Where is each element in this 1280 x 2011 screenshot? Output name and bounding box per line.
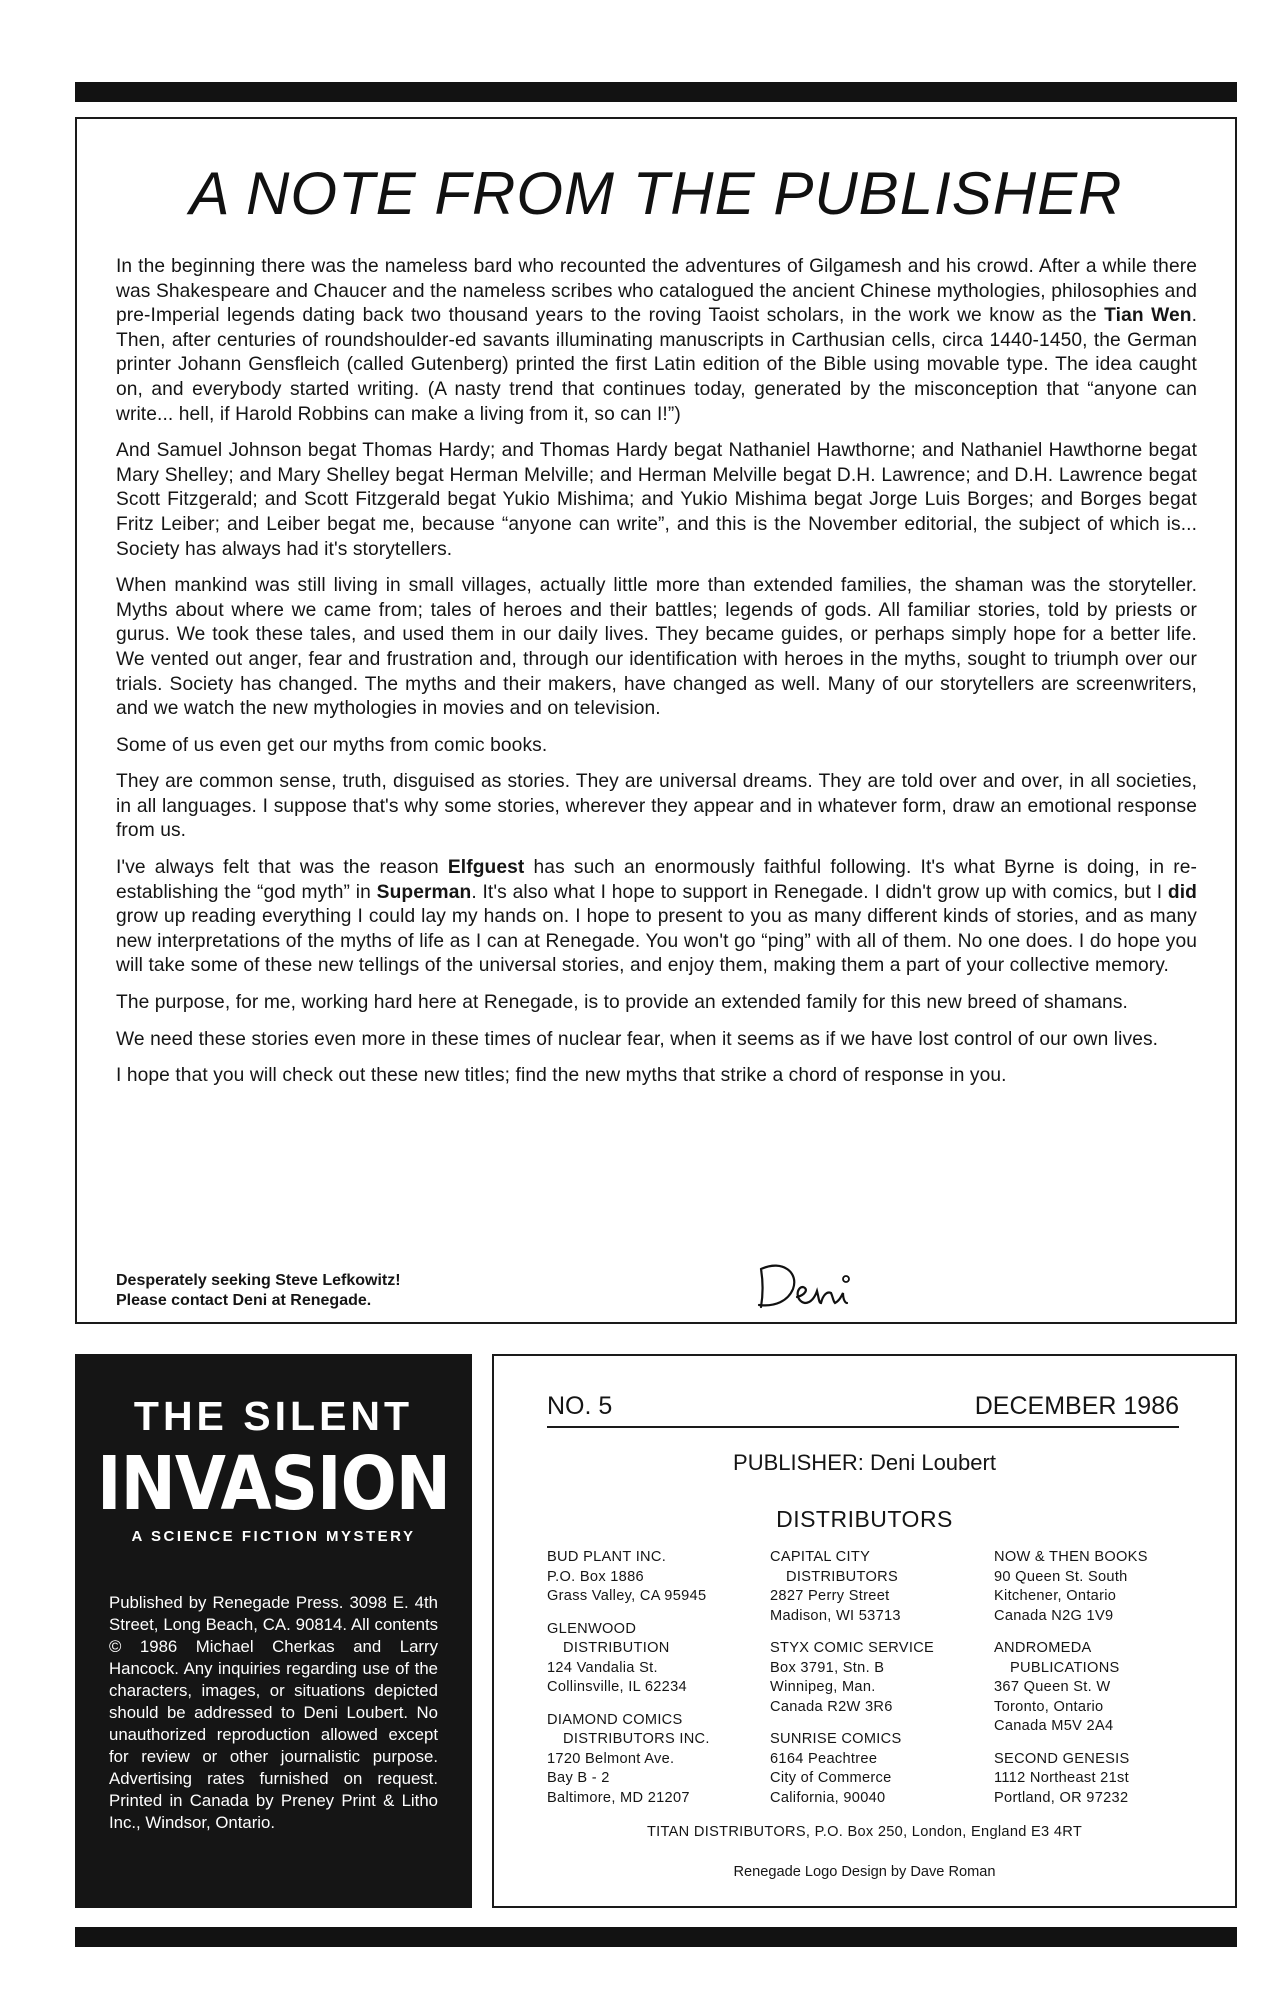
distributor-entry: STYX COMIC SERVICE Box 3791, Stn. B Winnipeg, Man. Canada R2W 3R6 — [770, 1640, 935, 1715]
publisher-credit: PUBLISHER: Deni Loubert — [733, 1450, 996, 1475]
logo-tagline: A SCIENCE FICTION MYSTERY — [131, 1528, 416, 1545]
issue-date: DECEMBER 1986 — [974, 1392, 1179, 1420]
note-paragraph-9: I hope that you will check out these new titles; find the new myths that strike a chord of response in you. — [116, 1065, 1007, 1087]
publisher-note — [75, 117, 1237, 1324]
elfguest-title: Elfguest — [447, 857, 525, 879]
distributor-entry: SECOND GENESIS 1112 Northeast 21st Portland, OR 97232 — [994, 1750, 1130, 1806]
logo-design-credit: Renegade Logo Design by Dave Roman — [733, 1864, 996, 1880]
note-text: . Then, after centuries of roundshoulder-ed savants illuminating manuscripts in Carthusian cells, circa 1440-1450, the German printer Johann Gensfleich (called Gutenberg) printed the first Latin edition of the Bible using movable type. The idea caught on, and everybody started writing. (A nasty trend that continues today, generated by the misconception that “anyone can write... hell, if Harold Robbins can make a living from it, so can I!”) — [116, 305, 1197, 425]
logo-line-invasion: INVASION — [97, 1440, 450, 1528]
silent-invasion-box — [75, 1354, 472, 1908]
tian-wen-title: Tian Wen — [1104, 305, 1192, 327]
issue-divider — [547, 1426, 1179, 1428]
distributors-column-2 — [770, 1548, 934, 1821]
note-paragraph-3: When mankind was still living in small villages, actually little more than extended families, the shaman was the storyteller. Myths about where we came from; tales of heroes and their battles; legends of gods. All familiar stories, told by priests or gurus. We took these tales, and used them in our daily lives. They became guides, or perhaps simply hope for a better life. We vented out anger, fear and frustration and, through our identification with heroes in the myths, sought to triumph over our trials. Society has changed. The myths and their makers, have changed as well. Many of our storytellers are screenwriters, and we watch the new mythologies in movies and on television. — [116, 575, 1197, 720]
note-text: . It's also what I hope to support in Renegade. I didn't grow up with comics, but I — [471, 881, 1168, 903]
bottom-rule — [75, 1927, 1237, 1947]
distributor-entry: ANDROMEDA PUBLICATIONS 367 Queen St. W Toronto, Ontario Canada M5V 2A4 — [994, 1640, 1120, 1734]
distributor-entry: SUNRISE COMICS 6164 Peachtree City of Commerce California, 90040 — [770, 1731, 902, 1806]
note-footer-line-1: Desperately seeking Steve Lefkowitz! — [116, 1272, 401, 1289]
note-paragraph-4: Some of us even get our myths from comic books. — [116, 734, 548, 756]
note-text: grow up reading everything I could lay my hands on. I hope to present to you as many different kinds of stories, and as many new interpretations of the myths of life as I can at Renegade. You won't go “ping” with all of them. No one does. I do hope you will take some of these new tellings of the universal stories, and enjoy them, making them a part of your collective memory. — [116, 906, 1197, 977]
note-text: has such an enormously faithful following. It's what Byrne is doing, in re-establishing the “god myth” in — [116, 857, 1197, 903]
note-paragraph-8: We need these stories even more in these times of nuclear fear, when it seems as if we have lost control of our own lives. — [116, 1028, 1159, 1050]
note-body — [116, 255, 1197, 1101]
note-paragraph-6 — [116, 856, 1197, 979]
note-paragraph-7: The purpose, for me, working hard here at Renegade, is to provide an extended family for this new breed of shamans. — [116, 992, 1128, 1014]
note-text: I've always felt that was the reason — [116, 857, 448, 879]
logo-line-the-silent: THE SILENT — [133, 1393, 414, 1439]
note-paragraph-5: They are common sense, truth, disguised as stories. They are universal dreams. They are told over and over, in all societies, in all languages. I suppose that's why some stories, wherever they appear and in whatever form, draw an emotional response from us. — [116, 771, 1197, 842]
note-paragraph-2: And Samuel Johnson begat Thomas Hardy; and Thomas Hardy begat Nathaniel Hawthorne; and Nathaniel Hawthorne begat Mary Shelley; and Mary Shelley begat Herman Melville; and Herman Melville begat D.H. Lawrence; and D.H. Lawrence begat Scott Fitzgerald; and Scott Fitzgerald begat Yukio Mishima; and Yukio Mishima begat Jorge Luis Borges; and Borges begat Fritz Leiber; and Leiber begat me, because “anyone can write”, and this is the November editorial, the subject of which is... Society has always had it's storytellers. — [116, 440, 1197, 560]
emphasis-did: did — [1167, 881, 1197, 903]
signature-deni — [753, 1251, 873, 1321]
distributor-entry: BUD PLANT INC. P.O. Box 1886 Grass Valley, CA 95945 — [547, 1549, 707, 1604]
distributor-entry: GLENWOOD DISTRIBUTION 124 Vandalia St. Collinsville, IL 62234 — [547, 1620, 687, 1695]
top-rule — [75, 82, 1237, 102]
distributor-entry: DIAMOND COMICS DISTRIBUTORS INC. 1720 Belmont Ave. Bay B - 2 Baltimore, MD 21207 — [547, 1711, 710, 1806]
publication-info: Published by Renegade Press. 3098 E. 4th Street, Long Beach, CA. 90814. All contents © 1986 Michael Cherkas and Larry Hancock. Any inquiries regarding use of the characters, images, or situations depicted should be addressed to Deni Loubert. No unauthorized reproduction allowed except for review or other journalistic purpose. Advertising rates furnished on request. Printed in Canada by Preney Print & Litho Inc., Windsor, Ontario. — [109, 1593, 438, 1832]
distributor-entry: CAPITAL CITY DISTRIBUTORS 2827 Perry Street Madison, WI 53713 — [770, 1549, 901, 1624]
issue-info-box — [492, 1354, 1237, 1908]
note-footer-line-2: Please contact Deni at Renegade. — [116, 1292, 372, 1309]
distributors-column-3 — [994, 1548, 1148, 1821]
titan-distributors: TITAN DISTRIBUTORS, P.O. Box 250, London, England E3 4RT — [646, 1824, 1083, 1840]
note-text: In the beginning there was the nameless bard who recounted the adventures of Gilgamesh and his crowd. After a while there was Shakespeare and Chaucer and the nameless scribes who catalogued the ancient Chinese mythologies, philosophies and pre-Imperial legends dating back two thousand years to the roving Taoist scholars, in the work we know as the — [116, 256, 1197, 327]
superman-title: Superman — [376, 881, 472, 903]
distributors-column-1 — [547, 1548, 710, 1821]
issue-number: NO. 5 — [547, 1392, 613, 1420]
note-paragraph-1 — [116, 255, 1197, 427]
distributor-entry: NOW & THEN BOOKS 90 Queen St. South Kitchener, Ontario Canada N2G 1V9 — [994, 1549, 1148, 1624]
note-title: A NOTE FROM THE PUBLISHER — [189, 160, 1123, 227]
note-footer — [116, 1271, 401, 1311]
distributors-heading: DISTRIBUTORS — [776, 1506, 953, 1532]
